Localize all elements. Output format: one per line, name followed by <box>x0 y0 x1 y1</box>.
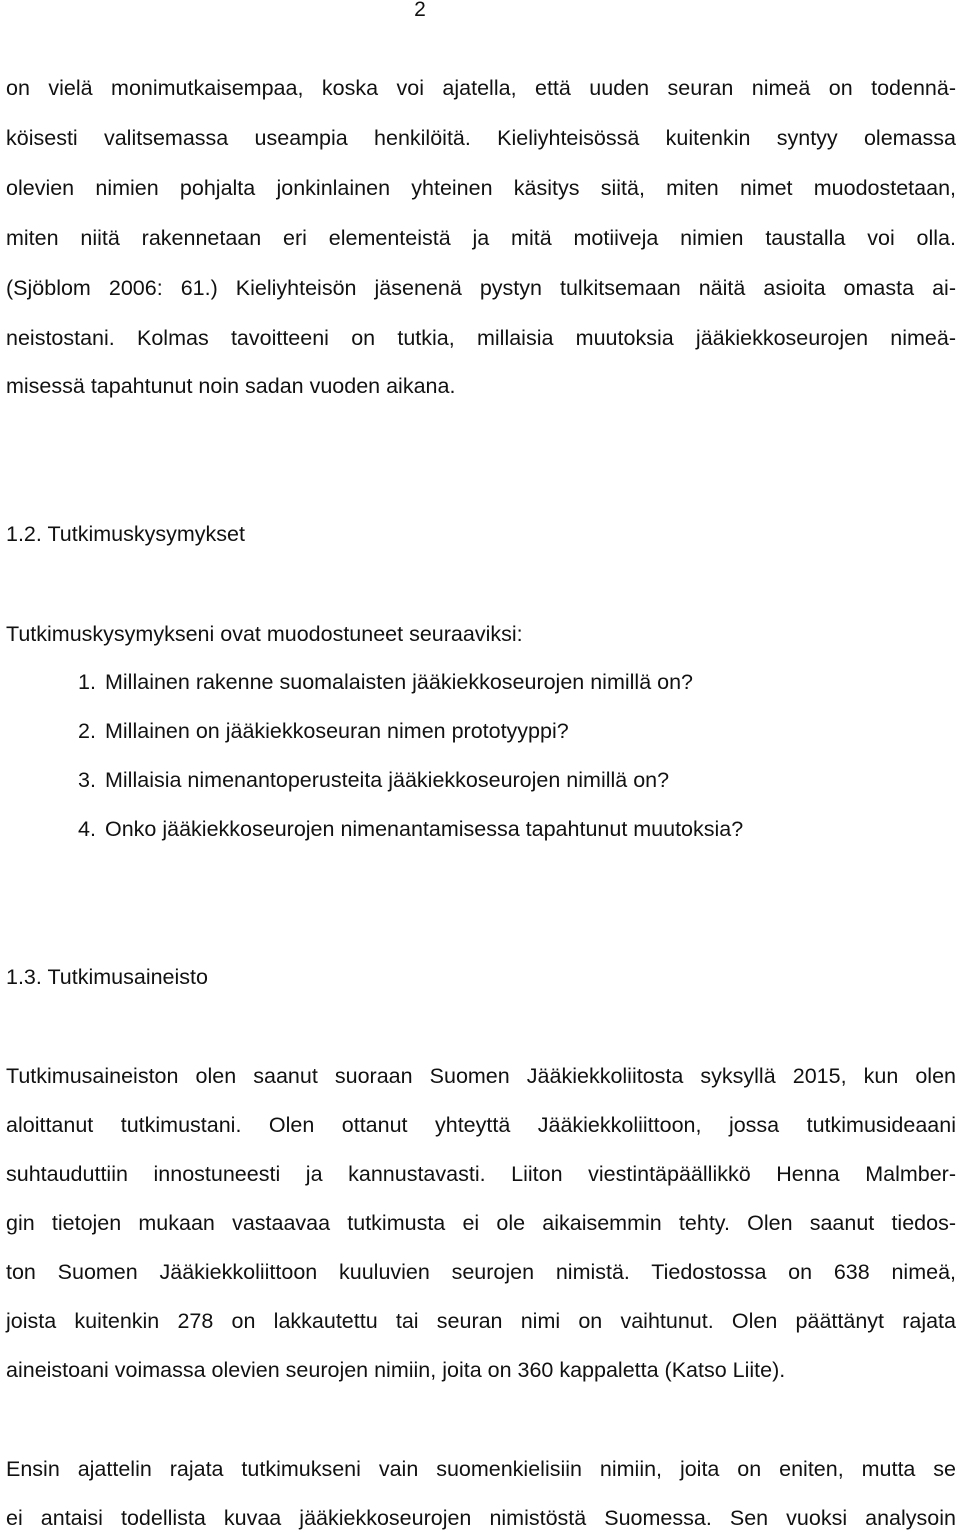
list-number: 1. <box>78 670 96 694</box>
text-line: misessä tapahtunut noin sadan vuoden aikana. <box>6 374 456 398</box>
text-line: olevien nimien pohjalta jonkinlainen yhteinen käsitys siitä, miten nimet muodostetaan, <box>6 176 956 200</box>
text-line: ei antaisi todellista kuvaa jääkiekkoseurojen nimistöstä Suomessa. Sen vuoksi analysoin <box>6 1506 956 1530</box>
text-line: ton Suomen Jääkiekkoliittoon kuuluvien seurojen nimistä. Tiedostossa on 638 nimeä, <box>6 1260 956 1284</box>
section-heading-1-2: 1.2. Tutkimuskysymykset <box>6 522 245 546</box>
text-line: aineistoani voimassa olevien seurojen nimiin, joita on 360 kappaletta (Katso Liite). <box>6 1358 786 1382</box>
text-line: joista kuitenkin 278 on lakkautettu tai seuran nimi on vaihtunut. Olen päättänyt rajata <box>6 1309 956 1333</box>
text-line: suhtauduttiin innostuneesti ja kannustavasti. Liiton viestintäpäällikkö Henna Malmber- <box>6 1162 956 1186</box>
text-line: neistostani. Kolmas tavoitteeni on tutkia, millaisia muutoksia jääkiekkoseurojen nimeä- <box>6 326 956 350</box>
text-line: Tutkimusaineiston olen saanut suoraan Suomen Jääkiekkoliitosta syksyllä 2015, kun olen <box>6 1064 956 1088</box>
list-item-text: Millainen on jääkiekkoseuran nimen prototyyppi? <box>105 719 569 743</box>
section-lead: Tutkimuskysymykseni ovat muodostuneet seuraaviksi: <box>6 622 523 646</box>
text-line: gin tietojen mukaan vastaavaa tutkimusta ei ole aikaisemmin tehty. Olen saanut tiedos- <box>6 1211 956 1235</box>
list-number: 4. <box>78 817 96 841</box>
text-line: (Sjöblom 2006: 61.) Kieliyhteisön jäsenenä pystyn tulkitsemaan näitä asioita omasta ai- <box>6 276 956 300</box>
text-line: köisesti valitsemassa useampia henkilöitä. Kieliyhteisössä kuitenkin syntyy olemassa <box>6 126 956 150</box>
list-item-text: Millaisia nimenantoperusteita jääkiekkoseurojen nimillä on? <box>105 768 670 792</box>
section-heading-1-3: 1.3. Tutkimusaineisto <box>6 965 208 989</box>
text-line: aloittanut tutkimustani. Olen ottanut yhteyttä Jääkiekkoliittoon, jossa tutkimusideaani <box>6 1113 956 1137</box>
text-line: miten niitä rakennetaan eri elementeistä ja mitä motiiveja nimien taustalla voi olla. <box>6 226 956 250</box>
list-number: 2. <box>78 719 96 743</box>
text-line: Ensin ajattelin rajata tutkimukseni vain suomenkielisiin nimiin, joita on eniten, mutta se <box>6 1457 956 1481</box>
list-item-text: Onko jääkiekkoseurojen nimenantamisessa tapahtunut muutoksia? <box>105 817 744 841</box>
list-item-text: Millainen rakenne suomalaisten jääkiekkoseurojen nimillä on? <box>105 670 693 694</box>
list-number: 3. <box>78 768 96 792</box>
text-line: on vielä monimutkaisempaa, koska voi ajatella, että uuden seuran nimeä on todennä- <box>6 76 956 100</box>
page-number: 2 <box>414 0 426 21</box>
